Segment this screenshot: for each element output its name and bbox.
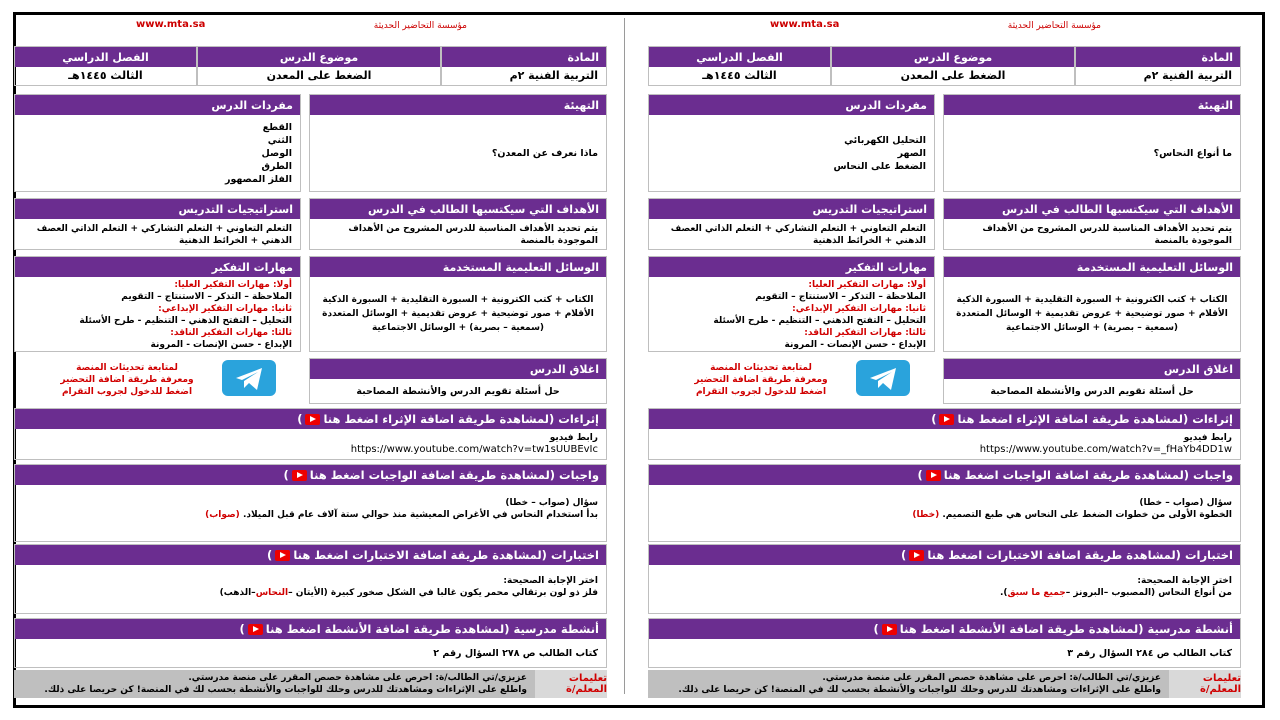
video-url[interactable]: https://www.youtube.com/watch?v=_fHaYb4DD1w: [979, 444, 1232, 455]
homework-statement-line: [23, 509, 598, 521]
enrichment-label[interactable]: إثراءات (لمشاهدة طريقة اضافة الإثراء اضغط هنا: [323, 412, 599, 426]
thinking-line-2: التحليل – التفتح الذهني – التنظيم - طرح الأسئلة: [79, 316, 292, 326]
aids-line-2: الأقلام + صور توضيحية + عروض تقديمية + الوسائل المتعددة: [322, 309, 594, 319]
lesson-page-left: [14, 14, 607, 696]
enrichment-bar[interactable]: [649, 409, 1240, 429]
closing-label: اغلاق الدرس: [944, 359, 1240, 379]
paren-close: ): [283, 468, 289, 482]
thinking-heading-1: أولا: مهارات التفكير العليا:: [174, 280, 292, 290]
teacher-instructions-label: تعليمات المعلم/ة: [535, 670, 607, 698]
page-top: [14, 16, 607, 36]
youtube-icon[interactable]: [926, 470, 941, 481]
youtube-icon[interactable]: [939, 414, 954, 425]
activities-bar[interactable]: [15, 619, 606, 639]
footer-line-2: واطلع على الإثراءات ومشاهدتك للدرس وحلك للواجبات والأنشطة بحسب لك في المنصة! كن حريصا على ذلك.: [678, 685, 1161, 695]
objectives-box: [309, 198, 607, 250]
telegram-line-2: ومعرفة طريقة اضافة التحضير: [694, 375, 828, 385]
thinking-line-3: الإبداع - حسن الإنصات - المرونة: [784, 340, 926, 350]
thinking-line-1: الملاحظة – التذكر – الاستنتاج – التقويم: [121, 292, 292, 302]
activities-section: [14, 618, 607, 668]
tests-statement: من أنواع النحاس (المصبوب –البرونز –: [1065, 588, 1232, 598]
teacher-instructions: [648, 670, 1241, 698]
enrichment-body: [649, 429, 1240, 460]
aids-label: الوسائل التعليمية المستخدمة: [310, 257, 606, 277]
footer-line-2: واطلع على الإثراءات ومشاهدتك للدرس وحلك للواجبات والأنشطة بحسب لك في المنصة! كن حريصا على ذلك.: [44, 685, 527, 695]
thinking-label: مهارات التفكير: [15, 257, 300, 277]
tests-bar[interactable]: [649, 545, 1240, 565]
enrichment-section: [14, 408, 607, 460]
warmup-box: [943, 94, 1241, 192]
aids-box: [943, 256, 1241, 352]
strategies-label: استراتيجيات التدريس: [649, 199, 934, 219]
telegram-text[interactable]: [686, 362, 836, 398]
aids-box: [309, 256, 607, 352]
vocab-list: [15, 115, 300, 191]
telegram-line-3: اضغط للدخول لجروب التقرام: [61, 387, 193, 397]
topic-label: موضوع الدرس: [832, 47, 1074, 67]
homework-section: [648, 464, 1241, 542]
activities-label[interactable]: أنشطة مدرسية (لمشاهدة طريقة اضافة الأنشطة اضغط هنا: [899, 622, 1233, 636]
topic-value: الضغط على المعدن: [266, 69, 372, 82]
vocab-box: [648, 94, 935, 192]
paren-close: ): [267, 548, 273, 562]
page-top: [648, 16, 1241, 36]
tests-body: [15, 565, 606, 603]
tests-label[interactable]: اختبارات (لمشاهدة طريقة اضافة الاختبارات اضغط هنا: [927, 548, 1233, 562]
vocab-item: الوصل: [261, 147, 292, 159]
homework-statement: الخطوة الأولى من خطوات الضغط على النحاس هي طبع التصميم.: [942, 510, 1232, 520]
semester-label: الفصل الدراسي: [15, 47, 196, 67]
vocab-box: [14, 94, 301, 192]
strategies-box: [648, 198, 935, 250]
thinking-heading-1: أولا: مهارات التفكير العليا:: [808, 280, 926, 290]
youtube-icon[interactable]: [292, 470, 307, 481]
footer-line-1: عزيزي/تي الطالب/ة: احرص على مشاهدة حصص المقرر على منصة مدرستي.: [822, 673, 1161, 683]
vocab-item: الضغط على النحاس: [833, 160, 926, 172]
tests-statement-end: –الذهب): [219, 588, 256, 598]
thinking-text: [649, 277, 934, 355]
thinking-heading-2: ثانيا: مهارات التفكير الإبداعي:: [158, 304, 292, 314]
thinking-text: [15, 277, 300, 355]
homework-answer: (خطا): [912, 510, 940, 520]
page-divider: [624, 18, 625, 694]
paren-close: ): [239, 622, 245, 636]
strategies-text: التعلم التعاوني + التعلم التشاركي + التعلم الذاتي العصف الذهني + الخرائط الذهنية: [670, 224, 926, 246]
subject-cell: [1075, 46, 1241, 86]
homework-answer: (صواب): [205, 510, 240, 520]
youtube-icon[interactable]: [882, 624, 897, 635]
homework-bar[interactable]: [649, 465, 1240, 485]
homework-body: [649, 485, 1240, 525]
homework-statement-line: [657, 509, 1232, 521]
semester-value: الثالث ١٤٤٥هـ: [702, 69, 777, 82]
video-link-label: رابط فيديو: [549, 433, 598, 443]
vocab-list: [649, 115, 934, 191]
objectives-box: [943, 198, 1241, 250]
semester-label: الفصل الدراسي: [649, 47, 830, 67]
closing-text: حل أسئلة تقويم الدرس والأنشطة المصاحبة: [356, 385, 560, 397]
tests-question: اختر الإجابة الصحيحة:: [1137, 576, 1232, 586]
topic-value: الضغط على المعدن: [900, 69, 1006, 82]
enrichment-body: [15, 429, 606, 460]
enrichment-bar[interactable]: [15, 409, 606, 429]
paren-close: ): [297, 412, 303, 426]
lesson-page-right: [648, 14, 1241, 696]
paren-close: ): [873, 622, 879, 636]
subject-label: المادة: [1076, 47, 1240, 67]
activities-text: كتاب الطالب ص ٢٧٨ السؤال رقم ٢: [433, 647, 598, 659]
thinking-line-2: التحليل – التفتح الذهني – التنظيم - طرح الأسئلة: [713, 316, 926, 326]
activities-section: [648, 618, 1241, 668]
aids-line-3: (سمعية – بصرية) + الوسائل الاجتماعية: [371, 323, 545, 333]
aids-line-1: الكتاب + كتب الكترونية + السبورة التقليدية + السبورة الذكية: [322, 295, 594, 305]
homework-statement: بدأ استخدام النحاس في الأغراض المعيشية منذ حوالي ستة آلاف عام قبل الميلاد.: [242, 510, 598, 520]
paren-close: ): [917, 468, 923, 482]
aids-line-3: (سمعية – بصرية) + الوسائل الاجتماعية: [1005, 323, 1179, 333]
teacher-instructions-text: [654, 672, 1161, 696]
teacher-instructions-label: تعليمات المعلم/ة: [1169, 670, 1241, 698]
objectives-label: الأهداف التي سيكتسبها الطالب في الدرس: [310, 199, 606, 219]
site-url[interactable]: www.mta.sa: [136, 19, 206, 30]
video-url[interactable]: https://www.youtube.com/watch?v=tw1sUUBEvIc: [350, 444, 598, 455]
semester-cell: [648, 46, 831, 86]
youtube-icon[interactable]: [248, 624, 263, 635]
vocab-item: الصهر: [897, 147, 926, 159]
tests-statement-line: [23, 587, 598, 599]
aids-text: [944, 277, 1240, 351]
thinking-box: [14, 256, 301, 352]
tests-answer: جميع ما سبق: [1007, 588, 1066, 598]
vocab-item: القطع: [262, 121, 292, 133]
footer-line-1: عزيزي/تي الطالب/ة: احرص على مشاهدة حصص المقرر على منصة مدرستي.: [188, 673, 527, 683]
vocab-item: الثني: [267, 134, 292, 146]
objectives-label: الأهداف التي سيكتسبها الطالب في الدرس: [944, 199, 1240, 219]
semester-cell: [14, 46, 197, 86]
paren-close: ): [901, 548, 907, 562]
homework-question: سؤال (صواب – خطا): [1139, 498, 1232, 508]
telegram-icon[interactable]: [222, 360, 276, 396]
enrichment-label[interactable]: إثراءات (لمشاهدة طريقة اضافة الإثراء اضغط هنا: [957, 412, 1233, 426]
activities-bar[interactable]: [649, 619, 1240, 639]
vocab-item: الفلز المصهور: [224, 173, 292, 185]
subject-cell: [441, 46, 607, 86]
aids-label: الوسائل التعليمية المستخدمة: [944, 257, 1240, 277]
org-name: مؤسسة التحاضير الحديثة: [1007, 21, 1101, 31]
thinking-heading-3: ثالثا: مهارات التفكير الناقد:: [170, 328, 292, 338]
telegram-line-1: لمتابعة تحديثات المنصة: [710, 363, 812, 373]
topic-cell: [197, 46, 441, 86]
aids-text: [310, 277, 606, 351]
vocab-item: الطرق: [261, 160, 292, 172]
homework-question: سؤال (صواب – خطا): [505, 498, 598, 508]
youtube-icon[interactable]: [909, 550, 924, 561]
objectives-text: يتم تحديد الأهداف المناسبة للدرس المشروح من الأهداف الموجودة بالمنصة: [348, 224, 598, 246]
warmup-label: التهيئة: [944, 95, 1240, 115]
warmup-text: ماذا نعرف عن المعدن؟: [491, 147, 598, 159]
tests-statement-end: ).: [1000, 588, 1008, 598]
semester-value: الثالث ١٤٤٥هـ: [68, 69, 143, 82]
thinking-heading-2: ثانيا: مهارات التفكير الإبداعي:: [792, 304, 926, 314]
objectives-text: يتم تحديد الأهداف المناسبة للدرس المشروح من الأهداف الموجودة بالمنصة: [982, 224, 1232, 246]
tests-answer: النحاس: [255, 588, 289, 598]
vocab-label: مفردات الدرس: [649, 95, 934, 115]
closing-box: [943, 358, 1241, 404]
thinking-line-1: الملاحظة – التذكر – الاستنتاج – التقويم: [755, 292, 926, 302]
tests-body: [649, 565, 1240, 603]
homework-label[interactable]: واجبات (لمشاهدة طريقة اضافة الواجبات اضغط هنا: [943, 468, 1233, 482]
tests-bar[interactable]: [15, 545, 606, 565]
telegram-line-2: ومعرفة طريقة اضافة التحضير: [60, 375, 194, 385]
closing-label: اغلاق الدرس: [310, 359, 606, 379]
strategies-label: استراتيجيات التدريس: [15, 199, 300, 219]
paren-close: ): [931, 412, 937, 426]
vocab-item: التحليل الكهربائي: [844, 134, 926, 146]
enrichment-section: [648, 408, 1241, 460]
strategies-box: [14, 198, 301, 250]
closing-box: [309, 358, 607, 404]
aids-line-1: الكتاب + كتب الكترونية + السبورة التقليدية + السبورة الذكية: [956, 295, 1228, 305]
subject-value: التربية الفنية ٢م: [509, 69, 598, 82]
site-url[interactable]: www.mta.sa: [770, 19, 840, 30]
thinking-line-3: الإبداع - حسن الإنصات - المرونة: [150, 340, 292, 350]
teacher-instructions-text: [20, 672, 527, 696]
strategies-text: التعلم التعاوني + التعلم التشاركي + التعلم الذاتي العصف الذهني + الخرائط الذهنية: [36, 224, 292, 246]
telegram-icon[interactable]: [856, 360, 910, 396]
tests-statement: فلز ذو لون برتقالي محمر يكون غالبا في الشكل صخور كبيرة (الأيتان –: [288, 588, 598, 598]
homework-label[interactable]: واجبات (لمشاهدة طريقة اضافة الواجبات اضغط هنا: [309, 468, 599, 482]
warmup-text: ما أنواع النحاس؟: [1153, 147, 1232, 159]
closing-text: حل أسئلة تقويم الدرس والأنشطة المصاحبة: [990, 385, 1194, 397]
topic-label: موضوع الدرس: [198, 47, 440, 67]
homework-section: [14, 464, 607, 542]
lesson-header: [648, 46, 1241, 86]
lesson-header: [14, 46, 607, 86]
telegram-line-3: اضغط للدخول لجروب التقرام: [695, 387, 827, 397]
org-name: مؤسسة التحاضير الحديثة: [373, 21, 467, 31]
homework-bar[interactable]: [15, 465, 606, 485]
tests-label[interactable]: اختبارات (لمشاهدة طريقة اضافة الاختبارات اضغط هنا: [293, 548, 599, 562]
thinking-heading-3: ثالثا: مهارات التفكير الناقد:: [804, 328, 926, 338]
thinking-label: مهارات التفكير: [649, 257, 934, 277]
youtube-icon[interactable]: [305, 414, 320, 425]
subject-value: التربية الفنية ٢م: [1143, 69, 1232, 82]
warmup-box: [309, 94, 607, 192]
tests-question: اختر الإجابة الصحيحة:: [503, 576, 598, 586]
youtube-icon[interactable]: [275, 550, 290, 561]
tests-section: [14, 544, 607, 614]
teacher-instructions: [14, 670, 607, 698]
telegram-line-1: لمتابعة تحديثات المنصة: [76, 363, 178, 373]
thinking-box: [648, 256, 935, 352]
video-link-label: رابط فيديو: [1183, 433, 1232, 443]
subject-label: المادة: [442, 47, 606, 67]
warmup-label: التهيئة: [310, 95, 606, 115]
topic-cell: [831, 46, 1075, 86]
aids-line-2: الأقلام + صور توضيحية + عروض تقديمية + الوسائل المتعددة: [956, 309, 1228, 319]
telegram-text[interactable]: [52, 362, 202, 398]
activities-text: كتاب الطالب ص ٢٨٤ السؤال رقم ٣: [1067, 647, 1232, 659]
vocab-label: مفردات الدرس: [15, 95, 300, 115]
tests-statement-line: [657, 587, 1232, 599]
activities-label[interactable]: أنشطة مدرسية (لمشاهدة طريقة اضافة الأنشطة اضغط هنا: [265, 622, 599, 636]
homework-body: [15, 485, 606, 525]
tests-section: [648, 544, 1241, 614]
